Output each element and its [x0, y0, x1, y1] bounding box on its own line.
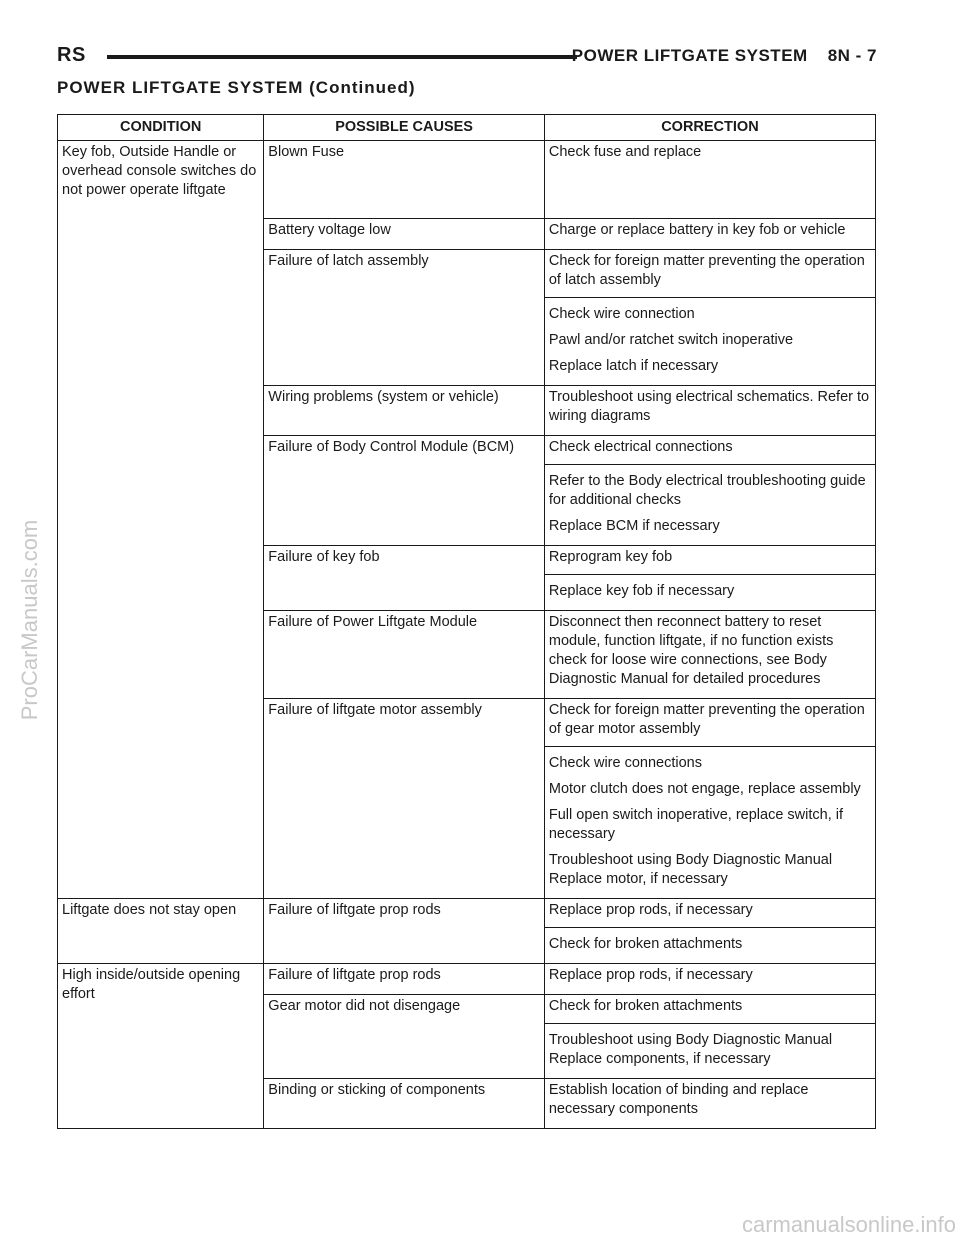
side-watermark: ProCarManuals.com: [17, 519, 42, 721]
correction-cell: [544, 141, 875, 219]
diagnosis-table: [57, 114, 876, 1129]
page-number: 8N - 7: [827, 46, 877, 65]
cause-cell: Failure of Power Liftgate Module: [264, 611, 545, 699]
table-body: [58, 141, 876, 1129]
correction-cell: [544, 386, 875, 436]
correction-item: Check for foreign matter preventing the operation of gear motor assembly: [548, 702, 865, 737]
cause-cell: Failure of key fob: [264, 546, 545, 611]
correction-cell: [544, 219, 875, 250]
cause-cell: Battery voltage low: [264, 219, 545, 250]
correction-cell: [544, 611, 875, 699]
cause-cell: Blown Fuse: [264, 141, 545, 219]
correction-item: Check electrical connections: [548, 439, 733, 455]
correction-item: Troubleshoot using Body Diagnostic Manual Replace components, if necessary: [545, 1023, 875, 1076]
correction-item: Troubleshoot using electrical schematics. Refer to wiring diagrams: [548, 389, 870, 424]
correction-item: Check for foreign matter preventing the operation of latch assembly: [548, 253, 865, 288]
cause-cell: Failure of latch assembly: [264, 250, 545, 386]
correction-item: Pawl and/or ratchet switch inoperative: [548, 332, 794, 348]
column-header-condition: CONDITION: [58, 115, 264, 141]
correction-item: Establish location of binding and replace necessary components: [548, 1082, 809, 1117]
cause-cell: Failure of liftgate prop rods: [264, 964, 545, 995]
section-subtitle: POWER LIFTGATE SYSTEM (Continued): [57, 78, 416, 97]
condition-cell: High inside/outside opening effort: [58, 964, 264, 1129]
bottom-watermark: carmanualsonline.info: [741, 1212, 956, 1237]
table-row: [58, 964, 876, 995]
correction-item: Check for broken attachments: [548, 998, 743, 1014]
page-header: [57, 44, 877, 70]
correction-item: Replace BCM if necessary: [548, 518, 720, 534]
column-header-causes: POSSIBLE CAUSES: [264, 115, 545, 141]
header-title: POWER LIFTGATE SYSTEM: [571, 46, 808, 65]
correction-cell: [544, 699, 875, 899]
cause-cell: Failure of liftgate motor assembly: [264, 699, 545, 899]
correction-item: Check wire connections: [545, 746, 875, 780]
correction-item: Charge or replace battery in key fob or vehicle: [548, 222, 846, 238]
section-code: RS: [57, 44, 86, 66]
correction-item: Replace key fob if necessary: [545, 574, 875, 608]
cause-cell: Gear motor did not disengage: [264, 995, 545, 1079]
correction-item: Motor clutch does not engage, replace assembly: [548, 781, 861, 797]
correction-item: Replace prop rods, if necessary: [548, 967, 753, 983]
correction-item: Check wire connection: [545, 297, 875, 331]
correction-cell: [544, 995, 875, 1079]
correction-item: Full open switch inoperative, replace switch, if necessary: [548, 807, 844, 842]
condition-cell: Key fob, Outside Handle or overhead console switches do not power operate liftgate: [58, 141, 264, 899]
cause-cell: Wiring problems (system or vehicle): [264, 386, 545, 436]
cause-cell: Failure of liftgate prop rods: [264, 899, 545, 964]
correction-cell: [544, 964, 875, 995]
header-right: [572, 46, 877, 66]
correction-item: Replace latch if necessary: [548, 358, 719, 374]
correction-item: Reprogram key fob: [548, 549, 673, 565]
correction-cell: [544, 546, 875, 611]
cause-cell: Binding or sticking of components: [264, 1079, 545, 1129]
column-header-correction: CORRECTION: [544, 115, 875, 141]
correction-item: Check for broken attachments: [545, 927, 875, 961]
correction-cell: [544, 250, 875, 386]
correction-cell: [544, 436, 875, 546]
table-header-row: [58, 115, 876, 141]
correction-item: Troubleshoot using Body Diagnostic Manual Replace motor, if necessary: [548, 852, 833, 887]
table-row: [58, 899, 876, 964]
correction-item: Refer to the Body electrical troubleshooting guide for additional checks: [545, 464, 875, 517]
cause-cell: Failure of Body Control Module (BCM): [264, 436, 545, 546]
correction-cell: [544, 899, 875, 964]
table-row: [58, 141, 876, 219]
condition-cell: Liftgate does not stay open: [58, 899, 264, 964]
header-rule: [107, 55, 577, 59]
correction-item: Check fuse and replace: [548, 144, 702, 160]
correction-cell: [544, 1079, 875, 1129]
correction-item: Disconnect then reconnect battery to reset module, function liftgate, if no function exists check for loose wire connections, see Body Diagnostic Manual for detailed procedures: [548, 614, 834, 687]
correction-item: Replace prop rods, if necessary: [548, 902, 753, 918]
